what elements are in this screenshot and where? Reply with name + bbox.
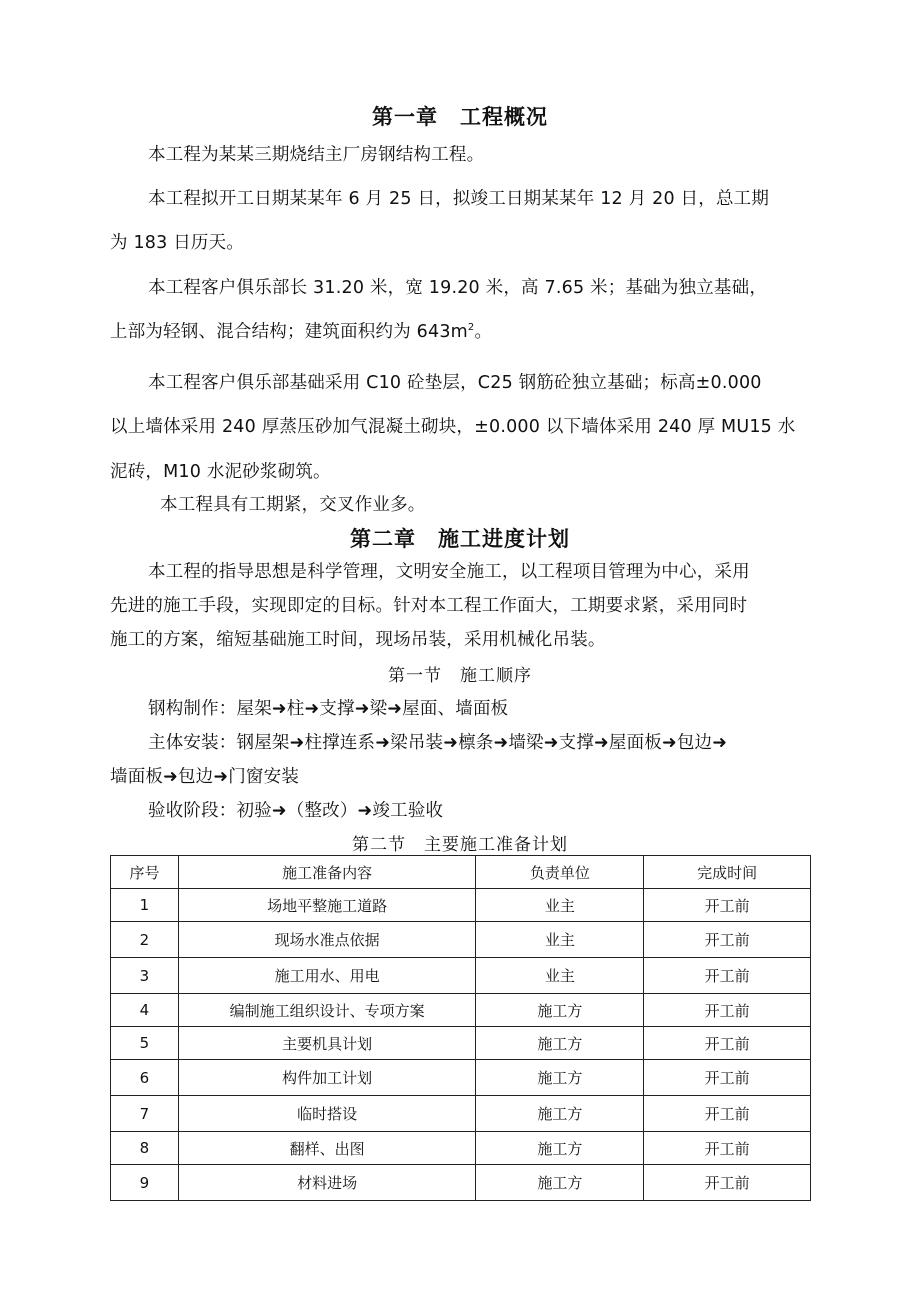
cell-index: 1 — [111, 889, 179, 922]
cell-time: 开工前 — [644, 958, 811, 994]
cell-index: 7 — [111, 1096, 179, 1132]
cell-unit: 施工方 — [476, 1165, 644, 1201]
cell-content: 构件加工计划 — [178, 1060, 476, 1096]
chapter1-paragraph: 本工程客户俱乐部基础采用 C10 砼垫层，C25 钢筋砼独立基础；标高±0.000 — [148, 373, 762, 393]
cell-unit: 施工方 — [476, 1060, 644, 1096]
cell-time: 开工前 — [644, 994, 811, 1027]
header-index: 序号 — [111, 856, 179, 889]
chapter1-paragraph: 本工程具有工期紧，交叉作业多。 — [160, 495, 426, 515]
cell-content: 主要机具计划 — [178, 1027, 476, 1060]
period: 。 — [474, 322, 493, 342]
table-header-row — [111, 856, 811, 889]
preparation-plan-table — [110, 855, 811, 1201]
sequence-line: 主体安装：钢屋架➜柱撑连系➜梁吊装➜檩条➜墙梁➜支撑➜屋面板➜包边➜ — [148, 733, 728, 753]
cell-index: 5 — [111, 1027, 179, 1060]
chapter2-paragraph: 先进的施工手段，实现即定的目标。针对本工程工作面大，工期要求紧，采用同时 — [110, 596, 748, 616]
table-row — [111, 1060, 811, 1096]
cell-unit: 施工方 — [476, 994, 644, 1027]
table-row — [111, 1096, 811, 1132]
cell-content: 材料进场 — [178, 1165, 476, 1201]
chapter1-paragraph: 本工程客户俱乐部长 31.20 米，宽 19.20 米，高 7.65 米；基础为独立基础， — [148, 278, 768, 298]
chapter1-title: 第一章 工程概况 — [372, 104, 548, 129]
table-row — [111, 994, 811, 1027]
cell-index: 3 — [111, 958, 179, 994]
section2-title: 第二节 主要施工准备计划 — [352, 835, 568, 855]
chapter2-paragraph: 施工的方案，缩短基础施工时间，现场吊装，采用机械化吊装。 — [110, 630, 606, 650]
table-row — [111, 958, 811, 994]
chapter1-paragraph: 为 183 日历天。 — [110, 233, 245, 253]
header-unit: 负责单位 — [476, 856, 644, 889]
cell-index: 4 — [111, 994, 179, 1027]
table-row — [111, 1027, 811, 1060]
cell-content: 临时搭设 — [178, 1096, 476, 1132]
chapter1-paragraph: 以上墙体采用 240 厚蒸压砂加气混凝土砌块，±0.000 以下墙体采用 240 厚 MU15 水 — [110, 417, 796, 437]
cell-unit: 业主 — [476, 958, 644, 994]
table-row — [111, 1165, 811, 1201]
header-time: 完成时间 — [644, 856, 811, 889]
cell-time: 开工前 — [644, 1060, 811, 1096]
cell-unit: 施工方 — [476, 1096, 644, 1132]
table-row — [111, 889, 811, 922]
sequence-line: 墙面板➜包边➜门窗安装 — [110, 767, 300, 787]
superscript: 2 — [467, 322, 475, 334]
cell-time: 开工前 — [644, 922, 811, 958]
cell-index: 6 — [111, 1060, 179, 1096]
cell-content: 编制施工组织设计、专项方案 — [178, 994, 476, 1027]
cell-unit: 施工方 — [476, 1027, 644, 1060]
sequence-line: 验收阶段：初验➜（整改）➜竣工验收 — [148, 801, 444, 821]
cell-unit: 业主 — [476, 922, 644, 958]
chapter2-title: 第二章 施工进度计划 — [350, 526, 570, 551]
cell-content: 场地平整施工道路 — [178, 889, 476, 922]
table-row — [111, 922, 811, 958]
chapter1-paragraph: 本工程为某某三期烧结主厂房钢结构工程。 — [148, 145, 485, 165]
cell-content: 施工用水、用电 — [178, 958, 476, 994]
cell-index: 9 — [111, 1165, 179, 1201]
cell-unit: 施工方 — [476, 1132, 644, 1165]
cell-time: 开工前 — [644, 1027, 811, 1060]
cell-time: 开工前 — [644, 1132, 811, 1165]
header-content: 施工准备内容 — [178, 856, 476, 889]
sequence-line: 钢构制作：屋架➜柱➜支撑➜梁➜屋面、墙面板 — [148, 699, 509, 719]
chapter1-paragraph: 泥砖，M10 水泥砂浆砌筑。 — [110, 462, 331, 482]
cell-time: 开工前 — [644, 889, 811, 922]
chapter1-paragraph — [110, 318, 812, 343]
area-text: 上部为轻钢、混合结构；建筑面积约为 643m — [110, 322, 468, 342]
cell-index: 2 — [111, 922, 179, 958]
cell-time: 开工前 — [644, 1096, 811, 1132]
table-row — [111, 1132, 811, 1165]
cell-index: 8 — [111, 1132, 179, 1165]
cell-content: 翻样、出图 — [178, 1132, 476, 1165]
cell-content: 现场水准点依据 — [178, 922, 476, 958]
section1-title: 第一节 施工顺序 — [388, 666, 532, 686]
chapter2-paragraph: 本工程的指导思想是科学管理，文明安全施工，以工程项目管理为中心，采用 — [148, 562, 750, 582]
cell-unit: 业主 — [476, 889, 644, 922]
chapter1-paragraph: 本工程拟开工日期某某年 6 月 25 日，拟竣工日期某某年 12 月 20 日，总工期 — [148, 189, 770, 209]
cell-time: 开工前 — [644, 1165, 811, 1201]
